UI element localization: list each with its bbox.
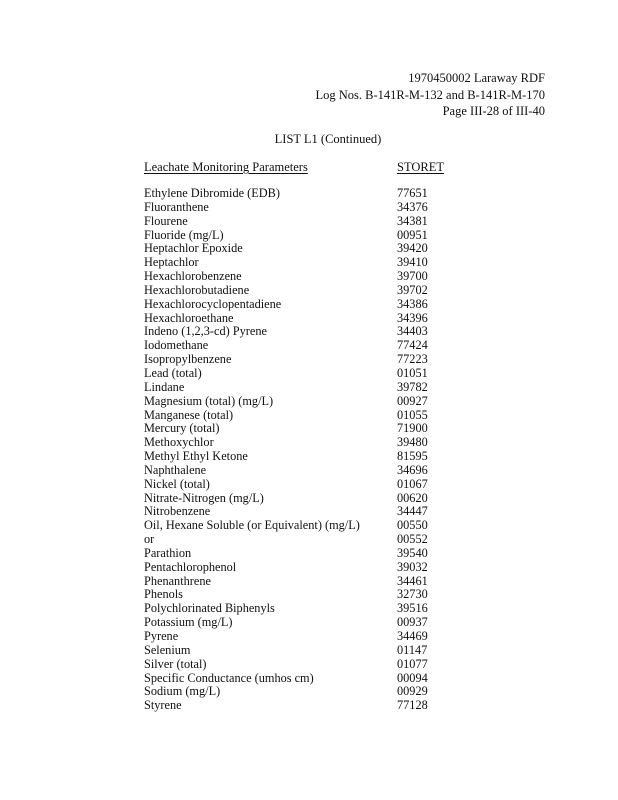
page-header — [315, 70, 545, 120]
storet-code: 01067 — [397, 476, 428, 491]
storet-code: 39516 — [397, 601, 428, 616]
parameter-name: Nitrobenzene — [144, 504, 211, 519]
storet-code: 00937 — [397, 615, 428, 630]
storet-code: 77223 — [397, 352, 428, 367]
parameter-name: Indeno (1,2,3-cd) Pyrene — [144, 324, 267, 339]
parameter-name: Hexachlorobutadiene — [144, 282, 250, 297]
column-header-storet: STORET — [397, 160, 444, 174]
storet-code: 39700 — [397, 269, 428, 284]
storet-code: 34447 — [397, 504, 428, 519]
table-row — [144, 187, 464, 201]
storet-code: 32730 — [397, 587, 428, 602]
table-row — [144, 270, 464, 284]
table-row — [144, 547, 464, 561]
table-row — [144, 644, 464, 658]
storet-code: 34461 — [397, 573, 428, 588]
table-row — [144, 242, 464, 256]
table-row — [144, 658, 464, 672]
parameter-name: Styrene — [144, 698, 182, 713]
parameter-name: Ethylene Dibromide (EDB) — [144, 186, 280, 200]
parameter-name: Magnesium (total) (mg/L) — [144, 393, 274, 408]
storet-code: 77424 — [397, 338, 428, 353]
table-row — [144, 325, 464, 339]
storet-code: 34396 — [397, 310, 428, 325]
parameter-name: Nitrate-Nitrogen (mg/L) — [144, 490, 264, 505]
storet-code: 01147 — [397, 642, 428, 657]
table-row — [144, 201, 464, 215]
table-row — [144, 672, 464, 686]
table-row — [144, 630, 464, 644]
parameter-name: Fluoranthene — [144, 199, 209, 214]
parameter-name: Manganese (total) — [144, 407, 234, 422]
storet-code: 34469 — [397, 629, 428, 643]
table-row — [144, 353, 464, 367]
parameter-name: Methyl Ethyl Ketone — [144, 449, 248, 464]
storet-code: 39420 — [397, 241, 428, 256]
table-row — [144, 256, 464, 270]
column-header-parameters: Leachate Monitoring Parameters — [144, 160, 308, 174]
parameter-name: Potassium (mg/L) — [144, 615, 233, 630]
parameter-table — [144, 187, 464, 713]
storet-code: 39410 — [397, 255, 428, 270]
parameter-name: Parathion — [144, 545, 192, 560]
table-row — [144, 616, 464, 630]
storet-code: 39540 — [397, 545, 428, 560]
storet-code: 34386 — [397, 296, 428, 311]
parameter-name: Lead (total) — [144, 365, 202, 380]
table-row — [144, 229, 464, 243]
list-title: LIST L1 (Continued) — [274, 132, 382, 146]
table-row — [144, 575, 464, 589]
storet-code: 00094 — [397, 670, 428, 685]
table-row — [144, 381, 464, 395]
parameter-name: Oil, Hexane Soluble (or Equivalent) (mg/L) — [144, 518, 360, 533]
table-row — [144, 422, 464, 436]
storet-code: 01077 — [397, 656, 428, 671]
table-row — [144, 298, 464, 312]
table-row — [144, 367, 464, 381]
storet-code: 00550 — [397, 518, 428, 533]
header-document-id: 1970450002 Laraway RDF — [408, 71, 545, 85]
table-row — [144, 464, 464, 478]
parameter-name: or — [144, 532, 155, 547]
table-row — [144, 436, 464, 450]
header-page-number: Page III-28 of III-40 — [442, 104, 545, 118]
parameter-name: Specific Conductance (umhos cm) — [144, 670, 314, 685]
table-row — [144, 450, 464, 464]
parameter-name: Fluoride (mg/L) — [144, 227, 224, 242]
table-row — [144, 602, 464, 616]
storet-code: 00929 — [397, 684, 428, 699]
storet-code: 71900 — [397, 421, 428, 436]
parameter-name: Flourene — [144, 213, 188, 228]
table-row — [144, 685, 464, 699]
parameter-name: Nickel (total) — [144, 476, 210, 491]
parameter-name: Naphthalene — [144, 462, 207, 477]
storet-code: 34376 — [397, 199, 428, 214]
storet-code: 34403 — [397, 324, 428, 339]
storet-code: 39702 — [397, 282, 428, 297]
storet-code: 00552 — [397, 532, 428, 547]
parameter-name: Hexachloroethane — [144, 310, 234, 325]
parameter-name: Selenium — [144, 642, 191, 657]
table-row — [144, 395, 464, 409]
parameter-name: Sodium (mg/L) — [144, 684, 221, 699]
parameter-name: Iodomethane — [144, 338, 209, 353]
header-log-numbers: Log Nos. B-141R-M-132 and B-141R-M-170 — [315, 87, 545, 102]
table-row — [144, 312, 464, 326]
parameter-name: Hexachlorobenzene — [144, 269, 242, 284]
parameter-name: Mercury (total) — [144, 421, 220, 436]
parameter-name: Heptachlor Epoxide — [144, 241, 243, 256]
storet-code: 00620 — [397, 490, 428, 505]
storet-code: 77128 — [397, 698, 428, 713]
parameter-name: Heptachlor — [144, 255, 199, 270]
parameter-name: Silver (total) — [144, 656, 207, 671]
parameter-name: Methoxychlor — [144, 435, 214, 450]
parameter-name: Phenanthrene — [144, 573, 211, 588]
table-row — [144, 699, 464, 713]
storet-code: 39782 — [397, 379, 428, 394]
storet-code: 39480 — [397, 435, 428, 450]
table-row — [144, 533, 464, 547]
table-row — [144, 409, 464, 423]
table-row — [144, 519, 464, 533]
table-row — [144, 561, 464, 575]
storet-code: 00951 — [397, 227, 428, 242]
parameter-name: Pyrene — [144, 629, 179, 643]
storet-code: 01051 — [397, 365, 428, 380]
storet-code: 77651 — [397, 186, 428, 200]
table-row — [144, 478, 464, 492]
storet-code: 81595 — [397, 449, 428, 464]
parameter-name: Isopropylbenzene — [144, 352, 232, 367]
storet-code: 01055 — [397, 407, 428, 422]
table-row — [144, 492, 464, 506]
table-row — [144, 505, 464, 519]
table-row — [144, 284, 464, 298]
parameter-name: Phenols — [144, 587, 183, 602]
storet-code: 00927 — [397, 393, 428, 408]
parameter-name: Polychlorinated Biphenyls — [144, 601, 275, 616]
parameter-name: Hexachlorocyclopentadiene — [144, 296, 282, 311]
parameter-name: Pentachlorophenol — [144, 559, 237, 574]
table-row — [144, 215, 464, 229]
table-row — [144, 339, 464, 353]
table-row — [144, 588, 464, 602]
storet-code: 34381 — [397, 213, 428, 228]
parameter-name: Lindane — [144, 379, 185, 394]
storet-code: 39032 — [397, 559, 428, 574]
storet-code: 34696 — [397, 462, 428, 477]
